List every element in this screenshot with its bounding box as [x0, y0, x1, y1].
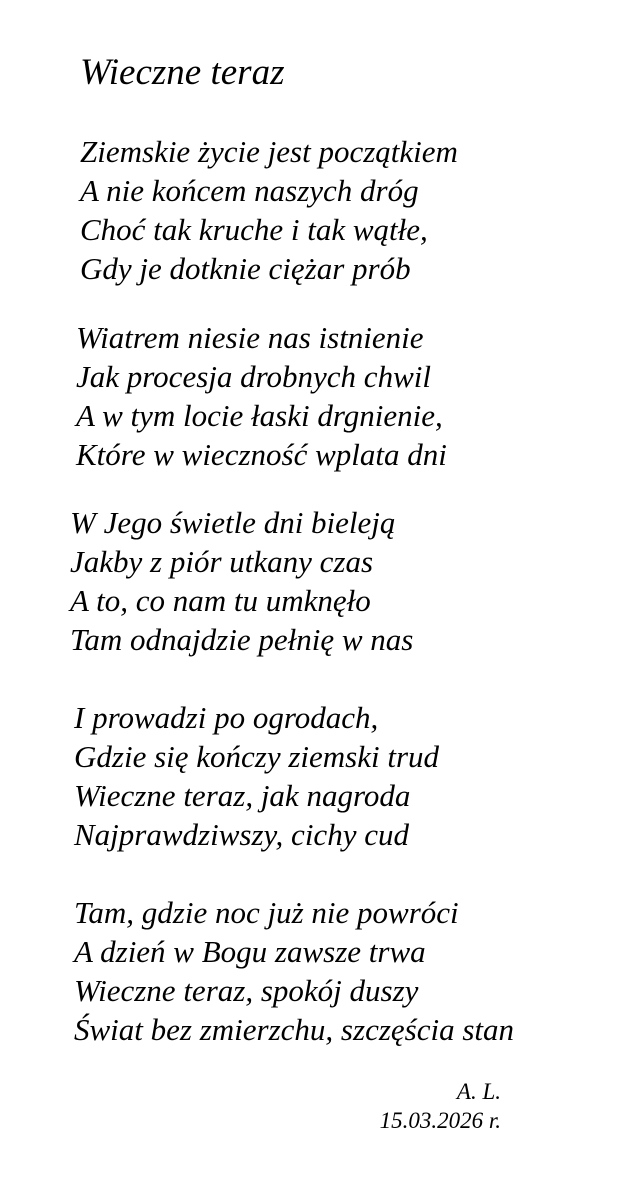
poem-line: A w tym locie łaski drgnienie, — [76, 398, 443, 433]
poem-line: Wieczne teraz, spokój duszy — [74, 973, 419, 1008]
stanza-5 — [74, 893, 514, 1049]
poem-line: Gdzie się kończy ziemski trud — [74, 739, 440, 774]
poem-line: A dzień w Bogu zawsze trwa — [74, 934, 426, 969]
stanza-4 — [74, 698, 439, 854]
poem-line: Najprawdziwszy, cichy cud — [74, 817, 409, 852]
stanza-1 — [80, 132, 458, 288]
poem-line: Tam, gdzie noc już nie powróci — [74, 895, 459, 930]
poem-line: Choć tak kruche i tak wątłe, — [80, 212, 428, 247]
poem-line: Świat bez zmierzchu, szczęścia stan — [74, 1012, 515, 1047]
poem-line: Jakby z piór utkany czas — [70, 544, 374, 579]
poem-line: Wiatrem niesie nas istnienie — [76, 320, 424, 355]
author-initials: A. L. — [456, 1079, 501, 1104]
poem-line: A nie końcem naszych dróg — [80, 173, 419, 208]
poem-line: Wieczne teraz, jak nagroda — [74, 778, 411, 813]
poem-date: 15.03.2026 r. — [379, 1108, 501, 1133]
poem-line: I prowadzi po ogrodach, — [74, 700, 379, 735]
poem-line: Tam odnajdzie pełnię w nas — [70, 622, 414, 657]
poem-line: Ziemskie życie jest początkiem — [80, 134, 458, 169]
signature-block — [380, 1077, 501, 1135]
stanza-3 — [70, 503, 413, 659]
poem-title: Wieczne teraz — [80, 52, 285, 93]
poem-line: Jak procesja drobnych chwil — [76, 359, 431, 394]
poem-line: Gdy je dotknie ciężar prób — [80, 251, 411, 286]
poem-line: Które w wieczność wplata dni — [76, 437, 447, 472]
poem-line: A to, co nam tu umknęło — [70, 583, 371, 618]
stanza-2 — [76, 318, 447, 474]
poem-line: W Jego świetle dni bieleją — [70, 505, 396, 540]
